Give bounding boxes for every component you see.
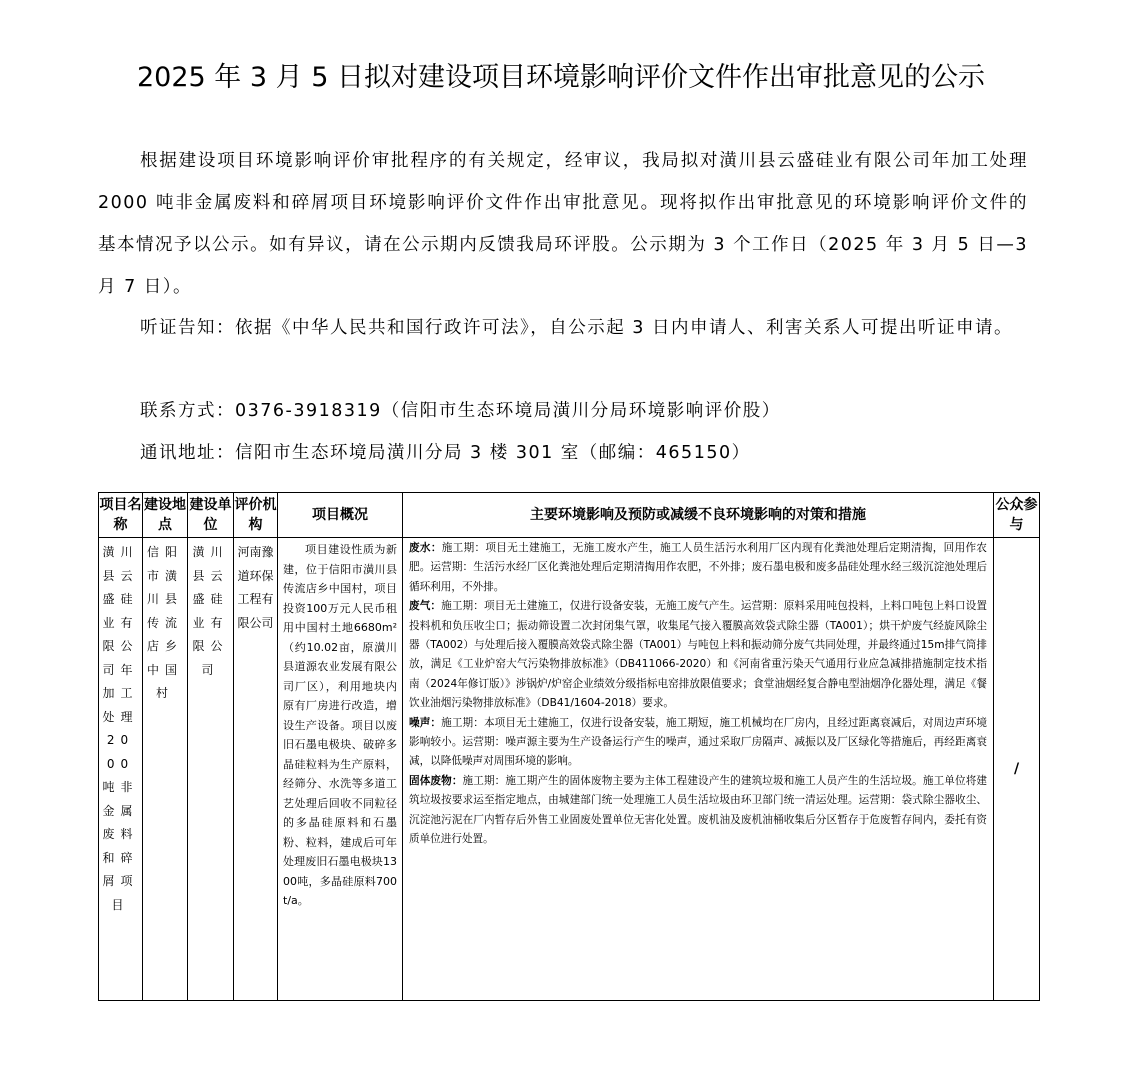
table-row [99,538,1040,1001]
contact-info: 联系方式：0376-3918319（信阳市生态环境局潢川分局环境影响评价股） [140,401,781,421]
intro-paragraph: 根据建设项目环境影响评价审批程序的有关规定，经审议，我局拟对潢川县云盛硅业有限公司年加工处理 2000 吨非金属废料和碎屑项目环境影响评价文件作出审批意见。现将拟作出审批意见的环境影响评价文件的基本情况予以公示。如有异议，请在公示期内反馈我局环评股。公示期为 3 个工作日（2025 年 3 月 5 日—3 月 7 日）。 [98,151,1028,297]
table-header-row [99,493,1040,538]
header-overview: 项目概况 [278,493,403,538]
mailing-address: 通讯地址：信阳市生态环境局潢川分局 3 楼 301 室（邮编：465150） [140,443,751,463]
header-location: 建设地点 [143,493,188,538]
header-project-name: 项目名称 [99,493,143,538]
waste-water-text: 施工期：项目无土建施工，无施工废水产生，施工人员生活污水利用厂区内现有化粪池处理后定期清掏，回用作农肥。运营期：生活污水经厂区化粪池处理后定期清掏用作农肥，不外排；废石墨电极和废多晶硅处理水经三级沉淀池处理后循环利用，不外排。 [409,542,988,593]
hearing-notice: 听证告知：依据《中华人民共和国行政许可法》，自公示起 3 日内申请人、利害关系人可提出听证申请。 [140,318,1014,338]
cell-construction-unit: 潢川县云盛硅业有限公司 [188,538,234,1001]
solid-waste-text: 施工期：施工期产生的固体废物主要为主体工程建设产生的建筑垃圾和施工人员产生的生活垃圾。施工单位将建筑垃圾按要求运至指定地点，由城建部门统一处理施工人员生活垃圾由环卫部门统一清运处理。运营期：袋式除尘器收尘、沉淀池污泥在厂内暂存后外售工业固废处置单位无害化处置。废机油及废机油桶收集后分区暂存于危废暂存间内，委托有资质单位进行处置。 [409,774,987,846]
noise-label: 噪声： [409,716,442,729]
header-evaluation-agency: 评价机构 [234,493,278,538]
cell-evaluation-agency: 河南豫道环保工程有限公司 [234,538,278,1001]
project-table [98,492,1040,1001]
header-measures: 主要环境影响及预防或减缓不良环境影响的对策和措施 [403,493,994,538]
header-public-participation: 公众参与 [994,493,1040,538]
waste-gas-text: 施工期：项目无土建施工，仅进行设备安装，无施工废气产生。运营期：原料采用吨包投料，上料口吨包上料口设置投料机和负压收尘口；振动筛设置二次封闭集气罩，收集尾气接入覆膜高效袋式除尘器（TA001）；烘干炉废气经旋风除尘器（TA002）与处理后接入覆膜高效袋式除尘器（TA001）与吨包上料和振动筛分废气共同处理，并最终通过15m排气筒排放，满足《工业炉窑大气污染物排放标准》（DB411066-2020）和《河南省重污染天气通用行业应急减排措施制定技术指南（2024年修订版）》涉锅炉/炉窑企业绩效分级指标电窑排放限值要求；食堂油烟经复合静电型油烟净化器处理，满足《餐饮业油烟污染物排放标准》（DB41/1604-2018）要求。 [409,600,988,710]
waste-water-label: 废水： [409,542,442,554]
cell-overview: 项目建设性质为新建，位于信阳市潢川县传流店乡中国村，项目投资100万元人民币租用中国村土地6680m²（约10.02亩，原潢川县道源农业发展有限公司厂区），利用地块内原有厂房进行改造，增设生产设备。项目以废旧石墨电极块、破碎多晶硅粒料为生产原料，经筛分、水洗等多道工艺处理后回收不同粒径的多晶硅原料和石墨粉、粒料，建成后可年处理废旧石墨电极块1300吨，多晶硅原料700t/a。 [278,538,403,1001]
page-title: 2025 年 3 月 5 日拟对建设项目环境影响评价文件作出审批意见的公示 [137,62,985,93]
cell-public-participation: / [994,538,1040,1001]
noise-text: 施工期：本项目无土建施工，仅进行设备安装，施工期短，施工机械均在厂房内，且经过距离衰减后，对周边声环境影响较小。运营期：噪声源主要为生产设备运行产生的噪声，通过采取厂房隔声、减振以及厂区绿化等措施后，再经距离衰减，以降低噪声对周围环境的影响。 [409,716,988,768]
cell-location: 信阳市潢川县传流店乡中国村 [143,538,188,1001]
solid-waste-label: 固体废物： [409,774,463,787]
cell-measures [403,538,994,1001]
header-construction-unit: 建设单位 [188,493,234,538]
cell-project-name: 潢川县云盛硅业有限公司年加工处理2000吨非金属废料和碎屑项目 [99,538,143,1001]
waste-gas-label: 废气： [409,600,442,613]
